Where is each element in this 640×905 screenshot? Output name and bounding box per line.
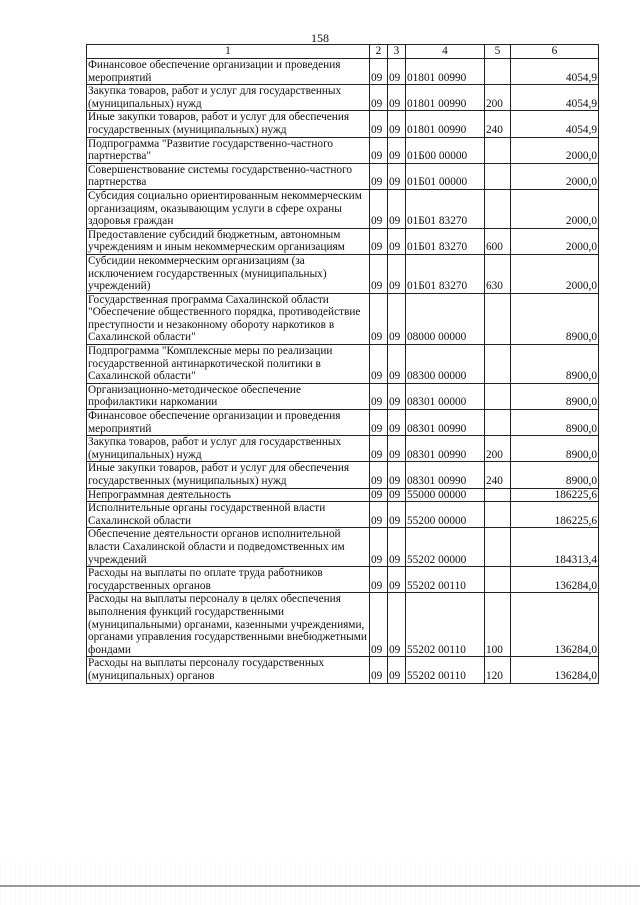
cell-target-article: 08301 00000 bbox=[406, 383, 485, 409]
cell-expense-type bbox=[485, 528, 511, 567]
cell-expense-type bbox=[485, 502, 511, 528]
cell-section: 09 bbox=[370, 85, 388, 111]
cell-target-article: 01801 00990 bbox=[406, 111, 485, 137]
cell-subsection: 09 bbox=[388, 462, 406, 488]
cell-target-article: 55202 00110 bbox=[406, 593, 485, 657]
page-number: 158 bbox=[311, 31, 329, 45]
cell-section: 09 bbox=[370, 383, 388, 409]
cell-target-article: 01Б01 83270 bbox=[406, 254, 485, 293]
cell-section: 09 bbox=[370, 189, 388, 228]
table-row bbox=[87, 85, 599, 111]
cell-target-article: 08301 00990 bbox=[406, 462, 485, 488]
cell-amount: 8900,0 bbox=[511, 436, 599, 462]
cell-section: 09 bbox=[370, 345, 388, 384]
cell-amount: 136284,0 bbox=[511, 567, 599, 593]
column-header-4: 4 bbox=[406, 45, 485, 59]
table-row bbox=[87, 254, 599, 293]
cell-target-article: 01801 00990 bbox=[406, 59, 485, 85]
cell-target-article: 55202 00110 bbox=[406, 657, 485, 683]
cell-name: Субсидия социально ориентированным некоммерческим организациям, оказывающим услуги в сфере охраны здоровья граждан bbox=[87, 189, 370, 228]
table-row bbox=[87, 383, 599, 409]
table-row bbox=[87, 567, 599, 593]
cell-name: Закупка товаров, работ и услуг для государственных (муниципальных) нужд bbox=[87, 436, 370, 462]
cell-amount: 186225,6 bbox=[511, 488, 599, 502]
cell-name: Иные закупки товаров, работ и услуг для обеспечения государственных (муниципальных) нужд bbox=[87, 462, 370, 488]
table-row bbox=[87, 436, 599, 462]
cell-name: Финансовое обеспечение организации и проведения мероприятий bbox=[87, 410, 370, 436]
table-row bbox=[87, 189, 599, 228]
cell-subsection: 09 bbox=[388, 137, 406, 163]
table-body bbox=[87, 59, 599, 684]
table-row bbox=[87, 593, 599, 657]
cell-section: 09 bbox=[370, 567, 388, 593]
cell-subsection: 09 bbox=[388, 488, 406, 502]
cell-expense-type: 200 bbox=[485, 436, 511, 462]
cell-target-article: 08300 00000 bbox=[406, 345, 485, 384]
table-row bbox=[87, 163, 599, 189]
cell-subsection: 09 bbox=[388, 111, 406, 137]
cell-subsection: 09 bbox=[388, 436, 406, 462]
cell-name: Совершенствование системы государственно-частного партнерства bbox=[87, 163, 370, 189]
cell-section: 09 bbox=[370, 137, 388, 163]
cell-amount: 136284,0 bbox=[511, 593, 599, 657]
cell-name: Обеспечение деятельности органов исполнительной власти Сахалинской области и подведомственных им учреждений bbox=[87, 528, 370, 567]
cell-expense-type bbox=[485, 59, 511, 85]
column-header-1: 1 bbox=[87, 45, 370, 59]
budget-table bbox=[86, 44, 599, 684]
table-row bbox=[87, 502, 599, 528]
cell-amount: 8900,0 bbox=[511, 293, 599, 344]
cell-subsection: 09 bbox=[388, 502, 406, 528]
cell-subsection: 09 bbox=[388, 383, 406, 409]
cell-amount: 8900,0 bbox=[511, 345, 599, 384]
table-row bbox=[87, 410, 599, 436]
cell-target-article: 01Б01 00000 bbox=[406, 163, 485, 189]
cell-subsection: 09 bbox=[388, 254, 406, 293]
table-row bbox=[87, 488, 599, 502]
scan-artifact bbox=[0, 862, 640, 905]
cell-amount: 2000,0 bbox=[511, 254, 599, 293]
cell-expense-type bbox=[485, 567, 511, 593]
cell-expense-type: 630 bbox=[485, 254, 511, 293]
cell-subsection: 09 bbox=[388, 345, 406, 384]
cell-expense-type bbox=[485, 137, 511, 163]
cell-section: 09 bbox=[370, 462, 388, 488]
cell-name: Субсидии некоммерческим организациям (за исключением государственных (муниципальных) учреждений) bbox=[87, 254, 370, 293]
table-row bbox=[87, 293, 599, 344]
cell-amount: 136284,0 bbox=[511, 657, 599, 683]
table-row bbox=[87, 137, 599, 163]
cell-name: Государственная программа Сахалинской области "Обеспечение общественного порядка, противодействие преступности и незаконному обороту наркотиков в Сахалинской области" bbox=[87, 293, 370, 344]
column-header-5: 5 bbox=[485, 45, 511, 59]
table-row bbox=[87, 59, 599, 85]
cell-section: 09 bbox=[370, 528, 388, 567]
cell-name: Подпрограмма "Комплексные меры по реализации государственной антинаркотической политики в Сахалинской области" bbox=[87, 345, 370, 384]
cell-section: 09 bbox=[370, 410, 388, 436]
cell-section: 09 bbox=[370, 502, 388, 528]
cell-amount: 2000,0 bbox=[511, 137, 599, 163]
cell-amount: 4054,9 bbox=[511, 85, 599, 111]
cell-target-article: 55000 00000 bbox=[406, 488, 485, 502]
cell-section: 09 bbox=[370, 657, 388, 683]
column-header-3: 3 bbox=[388, 45, 406, 59]
cell-name: Расходы на выплаты персоналу в целях обеспечения выполнения функций государственными (муниципальными) органами, казенными учреждениями, органами управления государственными внебюджетными фондами bbox=[87, 593, 370, 657]
column-header-6: 6 bbox=[511, 45, 599, 59]
cell-name: Непрограммная деятельность bbox=[87, 488, 370, 502]
column-header-2: 2 bbox=[370, 45, 388, 59]
cell-amount: 2000,0 bbox=[511, 189, 599, 228]
cell-target-article: 08301 00990 bbox=[406, 410, 485, 436]
cell-name: Расходы на выплаты по оплате труда работников государственных органов bbox=[87, 567, 370, 593]
cell-expense-type: 240 bbox=[485, 111, 511, 137]
cell-subsection: 09 bbox=[388, 189, 406, 228]
cell-section: 09 bbox=[370, 111, 388, 137]
cell-amount: 4054,9 bbox=[511, 59, 599, 85]
cell-name: Предоставление субсидий бюджетным, автономным учреждениям и иным некоммерческим организациям bbox=[87, 228, 370, 254]
cell-section: 09 bbox=[370, 254, 388, 293]
table-row bbox=[87, 462, 599, 488]
cell-name: Финансовое обеспечение организации и проведения мероприятий bbox=[87, 59, 370, 85]
cell-expense-type bbox=[485, 163, 511, 189]
cell-amount: 184313,4 bbox=[511, 528, 599, 567]
cell-section: 09 bbox=[370, 163, 388, 189]
cell-subsection: 09 bbox=[388, 228, 406, 254]
table-row bbox=[87, 528, 599, 567]
cell-target-article: 08000 00000 bbox=[406, 293, 485, 344]
table-row bbox=[87, 345, 599, 384]
cell-expense-type: 120 bbox=[485, 657, 511, 683]
cell-target-article: 08301 00990 bbox=[406, 436, 485, 462]
cell-expense-type: 200 bbox=[485, 85, 511, 111]
cell-name: Подпрограмма "Развитие государственно-частного партнерства" bbox=[87, 137, 370, 163]
cell-section: 09 bbox=[370, 228, 388, 254]
cell-target-article: 55200 00000 bbox=[406, 502, 485, 528]
cell-section: 09 bbox=[370, 593, 388, 657]
cell-section: 09 bbox=[370, 59, 388, 85]
cell-target-article: 01Б00 00000 bbox=[406, 137, 485, 163]
cell-amount: 8900,0 bbox=[511, 383, 599, 409]
cell-amount: 186225,6 bbox=[511, 502, 599, 528]
cell-subsection: 09 bbox=[388, 528, 406, 567]
cell-expense-type bbox=[485, 189, 511, 228]
scan-artifact-line bbox=[0, 885, 640, 887]
table-row bbox=[87, 111, 599, 137]
cell-expense-type: 100 bbox=[485, 593, 511, 657]
cell-section: 09 bbox=[370, 488, 388, 502]
cell-subsection: 09 bbox=[388, 567, 406, 593]
cell-amount: 2000,0 bbox=[511, 228, 599, 254]
cell-subsection: 09 bbox=[388, 163, 406, 189]
cell-name: Исполнительные органы государственной власти Сахалинской области bbox=[87, 502, 370, 528]
cell-expense-type bbox=[485, 293, 511, 344]
cell-target-article: 01Б01 83270 bbox=[406, 189, 485, 228]
cell-expense-type bbox=[485, 345, 511, 384]
table-row bbox=[87, 228, 599, 254]
cell-section: 09 bbox=[370, 293, 388, 344]
cell-target-article: 55202 00110 bbox=[406, 567, 485, 593]
cell-name: Расходы на выплаты персоналу государственных (муниципальных) органов bbox=[87, 657, 370, 683]
cell-expense-type bbox=[485, 410, 511, 436]
cell-expense-type: 600 bbox=[485, 228, 511, 254]
cell-subsection: 09 bbox=[388, 593, 406, 657]
cell-amount: 2000,0 bbox=[511, 163, 599, 189]
cell-target-article: 01Б01 83270 bbox=[406, 228, 485, 254]
cell-amount: 8900,0 bbox=[511, 462, 599, 488]
cell-subsection: 09 bbox=[388, 59, 406, 85]
cell-target-article: 55202 00000 bbox=[406, 528, 485, 567]
cell-amount: 8900,0 bbox=[511, 410, 599, 436]
cell-section: 09 bbox=[370, 436, 388, 462]
cell-expense-type bbox=[485, 383, 511, 409]
cell-subsection: 09 bbox=[388, 85, 406, 111]
cell-amount: 4054,9 bbox=[511, 111, 599, 137]
cell-name: Закупка товаров, работ и услуг для государственных (муниципальных) нужд bbox=[87, 85, 370, 111]
table-header-row bbox=[87, 45, 599, 59]
cell-expense-type bbox=[485, 488, 511, 502]
cell-subsection: 09 bbox=[388, 410, 406, 436]
table-row bbox=[87, 657, 599, 683]
cell-expense-type: 240 bbox=[485, 462, 511, 488]
cell-subsection: 09 bbox=[388, 293, 406, 344]
cell-target-article: 01801 00990 bbox=[406, 85, 485, 111]
cell-name: Организационно-методическое обеспечение профилактики наркомании bbox=[87, 383, 370, 409]
cell-subsection: 09 bbox=[388, 657, 406, 683]
cell-name: Иные закупки товаров, работ и услуг для обеспечения государственных (муниципальных) нужд bbox=[87, 111, 370, 137]
